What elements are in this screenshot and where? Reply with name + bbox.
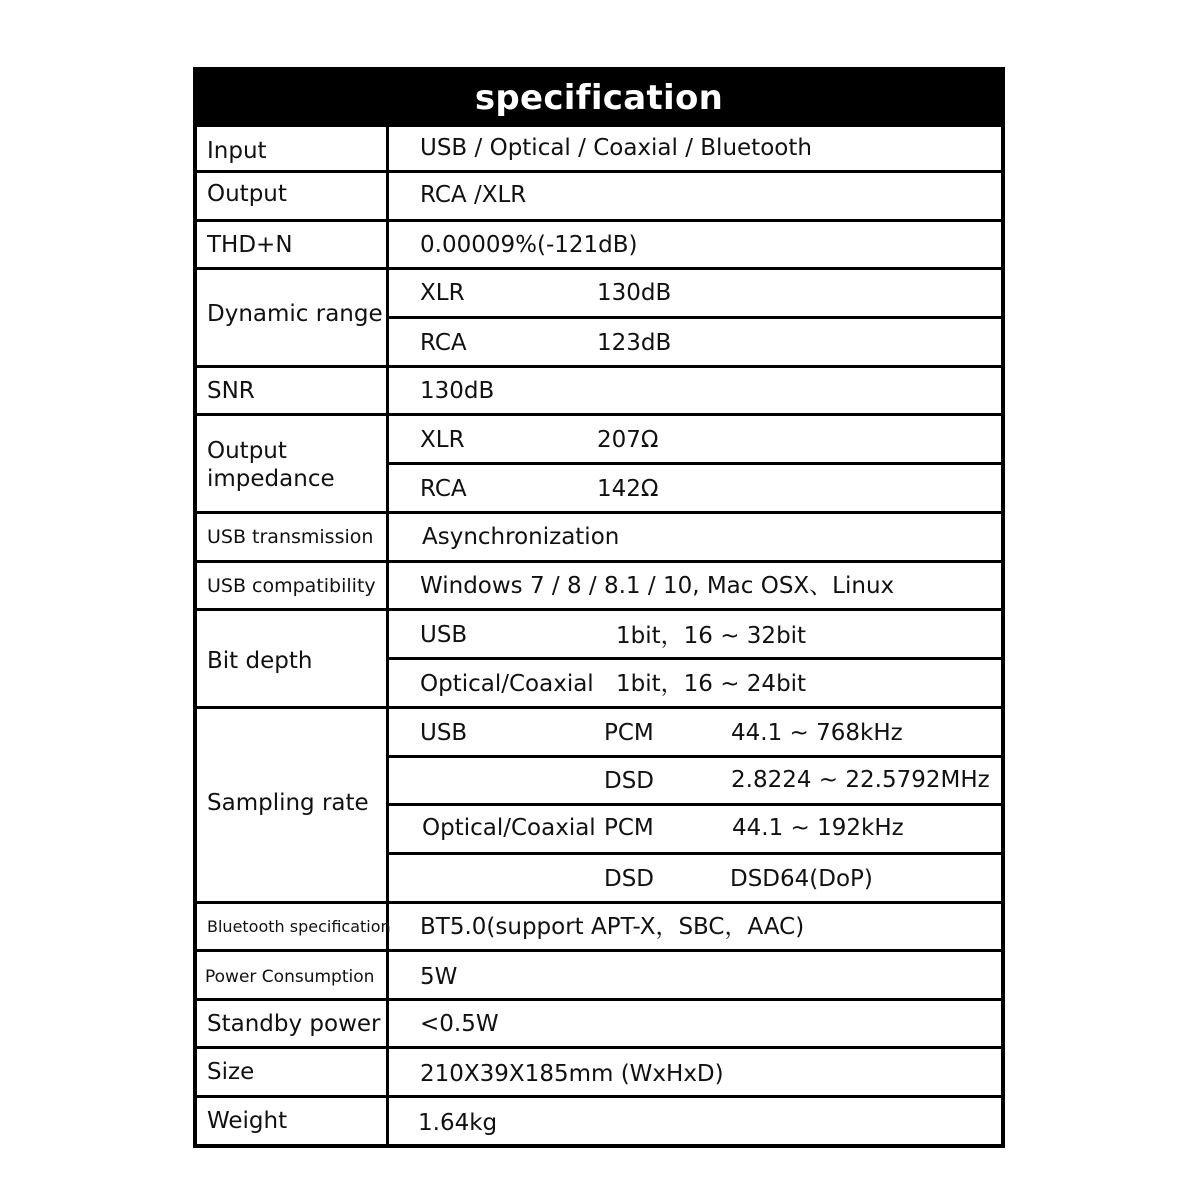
subrow-divider bbox=[386, 462, 1005, 465]
dynamic-range-xlr-value: 130dB bbox=[597, 280, 672, 306]
usb-compatibility-value: Windows 7 / 8 / 8.1 / 10, Mac OSX、Linux bbox=[420, 573, 895, 599]
subrow-divider bbox=[386, 657, 1005, 660]
standby-power-label: Standby power bbox=[207, 1011, 381, 1037]
sampling-optical-pcm-value: 44.1 ~ 192kHz bbox=[732, 815, 904, 841]
usb-transmission-value: Asynchronization bbox=[422, 524, 620, 550]
row-divider bbox=[193, 1046, 1005, 1049]
row-divider bbox=[193, 901, 1005, 904]
output-impedance-rca-value: 142Ω bbox=[597, 476, 659, 502]
row-divider bbox=[193, 365, 1005, 368]
subrow-divider bbox=[386, 755, 1005, 758]
subrow-divider bbox=[386, 316, 1005, 319]
row-divider bbox=[193, 1095, 1005, 1098]
output-label: Output bbox=[207, 181, 287, 207]
output-impedance-xlr-name: XLR bbox=[420, 427, 465, 453]
weight-value: 1.64kg bbox=[418, 1110, 498, 1136]
thd-label: THD+N bbox=[207, 232, 293, 258]
output-impedance-label-line2: impedance bbox=[207, 466, 335, 492]
table-title: specification bbox=[193, 67, 1005, 127]
dynamic-range-rca-name: RCA bbox=[420, 330, 467, 356]
subrow-divider bbox=[386, 803, 1005, 806]
row-divider bbox=[193, 560, 1005, 563]
sampling-usb-name: USB bbox=[420, 720, 468, 746]
row-divider bbox=[193, 267, 1005, 270]
row-divider bbox=[193, 511, 1005, 514]
snr-label: SNR bbox=[207, 378, 255, 404]
thd-value: 0.00009%(-121dB) bbox=[420, 232, 638, 258]
sampling-usb-pcm-format: PCM bbox=[604, 720, 654, 746]
row-divider bbox=[193, 608, 1005, 611]
power-consumption-value: 5W bbox=[420, 964, 458, 990]
usb-compatibility-label: USB compatibility bbox=[207, 575, 376, 597]
sampling-optical-dsd-format: DSD bbox=[604, 866, 655, 892]
sampling-optical-dsd-value: DSD64(DoP) bbox=[730, 866, 873, 892]
sampling-usb-dsd-format: DSD bbox=[604, 768, 655, 794]
output-impedance-label-line1: Output bbox=[207, 438, 287, 464]
input-label: Input bbox=[207, 138, 267, 164]
snr-value: 130dB bbox=[420, 378, 495, 404]
subrow-divider bbox=[386, 852, 1005, 855]
input-value: USB / Optical / Coaxial / Bluetooth bbox=[420, 135, 812, 161]
output-impedance-xlr-value: 207Ω bbox=[597, 427, 659, 453]
row-divider bbox=[193, 706, 1005, 709]
sampling-usb-dsd-value: 2.8224 ~ 22.5792MHz bbox=[731, 767, 990, 793]
row-divider bbox=[193, 170, 1005, 173]
size-label: Size bbox=[207, 1059, 255, 1085]
dynamic-range-rca-value: 123dB bbox=[597, 330, 672, 356]
bit-depth-label: Bit depth bbox=[207, 648, 313, 674]
dynamic-range-label: Dynamic range bbox=[207, 301, 383, 327]
row-divider bbox=[193, 219, 1005, 222]
sampling-usb-pcm-value: 44.1 ~ 768kHz bbox=[731, 720, 903, 746]
output-impedance-rca-name: RCA bbox=[420, 476, 467, 502]
power-consumption-label: Power Consumption bbox=[205, 967, 375, 987]
bit-depth-optical-value: 1bit，16 ~ 24bit bbox=[616, 671, 807, 697]
usb-transmission-label: USB transmission bbox=[207, 526, 374, 548]
weight-label: Weight bbox=[207, 1108, 288, 1134]
bit-depth-usb-value: 1bit，16 ~ 32bit bbox=[616, 623, 807, 649]
row-divider bbox=[193, 413, 1005, 416]
bluetooth-value: BT5.0(support APT-X，SBC，AAC) bbox=[420, 914, 805, 940]
sampling-rate-label: Sampling rate bbox=[207, 790, 369, 816]
standby-power-value: <0.5W bbox=[420, 1011, 499, 1037]
bit-depth-usb-name: USB bbox=[420, 622, 468, 648]
sampling-optical-name: Optical/Coaxial bbox=[422, 815, 596, 841]
output-value: RCA /XLR bbox=[420, 182, 527, 208]
specification-table bbox=[193, 67, 1005, 1148]
dynamic-range-xlr-name: XLR bbox=[420, 280, 465, 306]
sampling-optical-pcm-format: PCM bbox=[604, 815, 654, 841]
bit-depth-optical-name: Optical/Coaxial bbox=[420, 671, 594, 697]
row-divider bbox=[193, 998, 1005, 1001]
bluetooth-label: Bluetooth specification bbox=[207, 917, 391, 936]
row-divider bbox=[193, 949, 1005, 952]
column-divider bbox=[386, 127, 389, 1148]
size-value: 210X39X185mm (WxHxD) bbox=[420, 1061, 724, 1087]
